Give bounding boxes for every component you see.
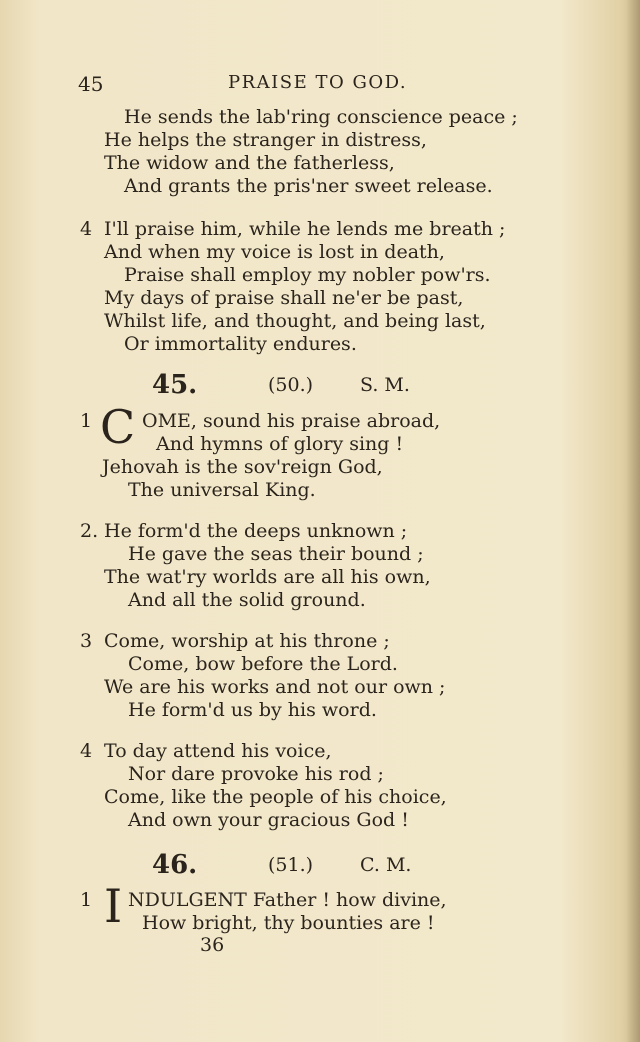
header-page-number: 45 — [78, 72, 104, 96]
verse-line: And grants the pris'ner sweet release. — [124, 175, 493, 197]
verse-line: He helps the stranger in distress, — [104, 129, 427, 151]
verse-line: NDULGENT Father ! how divine, — [128, 889, 447, 911]
verse-line: Or immortality endures. — [124, 333, 357, 355]
verse-line: I'll praise him, while he lends me breath ; — [104, 218, 506, 240]
header-title: PRAISE TO GOD. — [228, 72, 408, 93]
verse-line: Nor dare provoke his rod ; — [128, 763, 384, 785]
verse-line: How bright, thy bounties are ! — [142, 912, 435, 934]
verse-line: To day attend his voice, — [104, 740, 332, 762]
stanza-number: 2. — [80, 520, 99, 542]
hymn-tune-ref: (50.) — [268, 374, 314, 396]
stanza-number: 4 — [80, 740, 93, 762]
hymn-tune-ref: (51.) — [268, 854, 314, 876]
verse-line: Come, worship at his throne ; — [104, 630, 390, 652]
verse-line: The widow and the fatherless, — [104, 152, 395, 174]
verse-line: The wat'ry worlds are all his own, — [104, 566, 431, 588]
hymn-number: 46. — [152, 850, 198, 880]
verse-line: And when my voice is lost in death, — [104, 241, 445, 263]
verse-line: Whilst life, and thought, and being last, — [104, 310, 486, 332]
stanza-number: 3 — [80, 630, 93, 652]
verse-line: We are his works and not our own ; — [104, 676, 446, 698]
signature-mark: 36 — [200, 934, 225, 956]
verse-line: He form'd the deeps unknown ; — [104, 520, 408, 542]
verse-line: Come, bow before the Lord. — [128, 653, 398, 675]
verse-line: And all the solid ground. — [128, 589, 366, 611]
verse-line: He form'd us by his word. — [128, 699, 377, 721]
verse-line: And own your gracious God ! — [128, 809, 409, 831]
hymn-meter: C. M. — [360, 854, 412, 876]
drop-cap: I — [104, 879, 123, 933]
verse-line: He sends the lab'ring conscience peace ; — [124, 106, 518, 128]
drop-cap: C — [100, 400, 136, 454]
hymn-number: 45. — [152, 370, 198, 400]
hymn-meter: S. M. — [360, 374, 410, 396]
verse-line: And hymns of glory sing ! — [156, 433, 404, 455]
verse-line: Jehovah is the sov'reign God, — [102, 456, 383, 478]
stanza-number: 4 — [80, 218, 93, 240]
verse-line: The universal King. — [128, 479, 316, 501]
verse-line: Praise shall employ my nobler pow'rs. — [124, 264, 491, 286]
verse-line: My days of praise shall ne'er be past, — [104, 287, 464, 309]
stanza-number: 1 — [80, 889, 93, 911]
verse-line: OME, sound his praise abroad, — [142, 410, 441, 432]
stanza-number: 1 — [80, 410, 93, 432]
verse-line: Come, like the people of his choice, — [104, 786, 447, 808]
verse-line: He gave the seas their bound ; — [128, 543, 424, 565]
page-gutter — [626, 0, 640, 1042]
